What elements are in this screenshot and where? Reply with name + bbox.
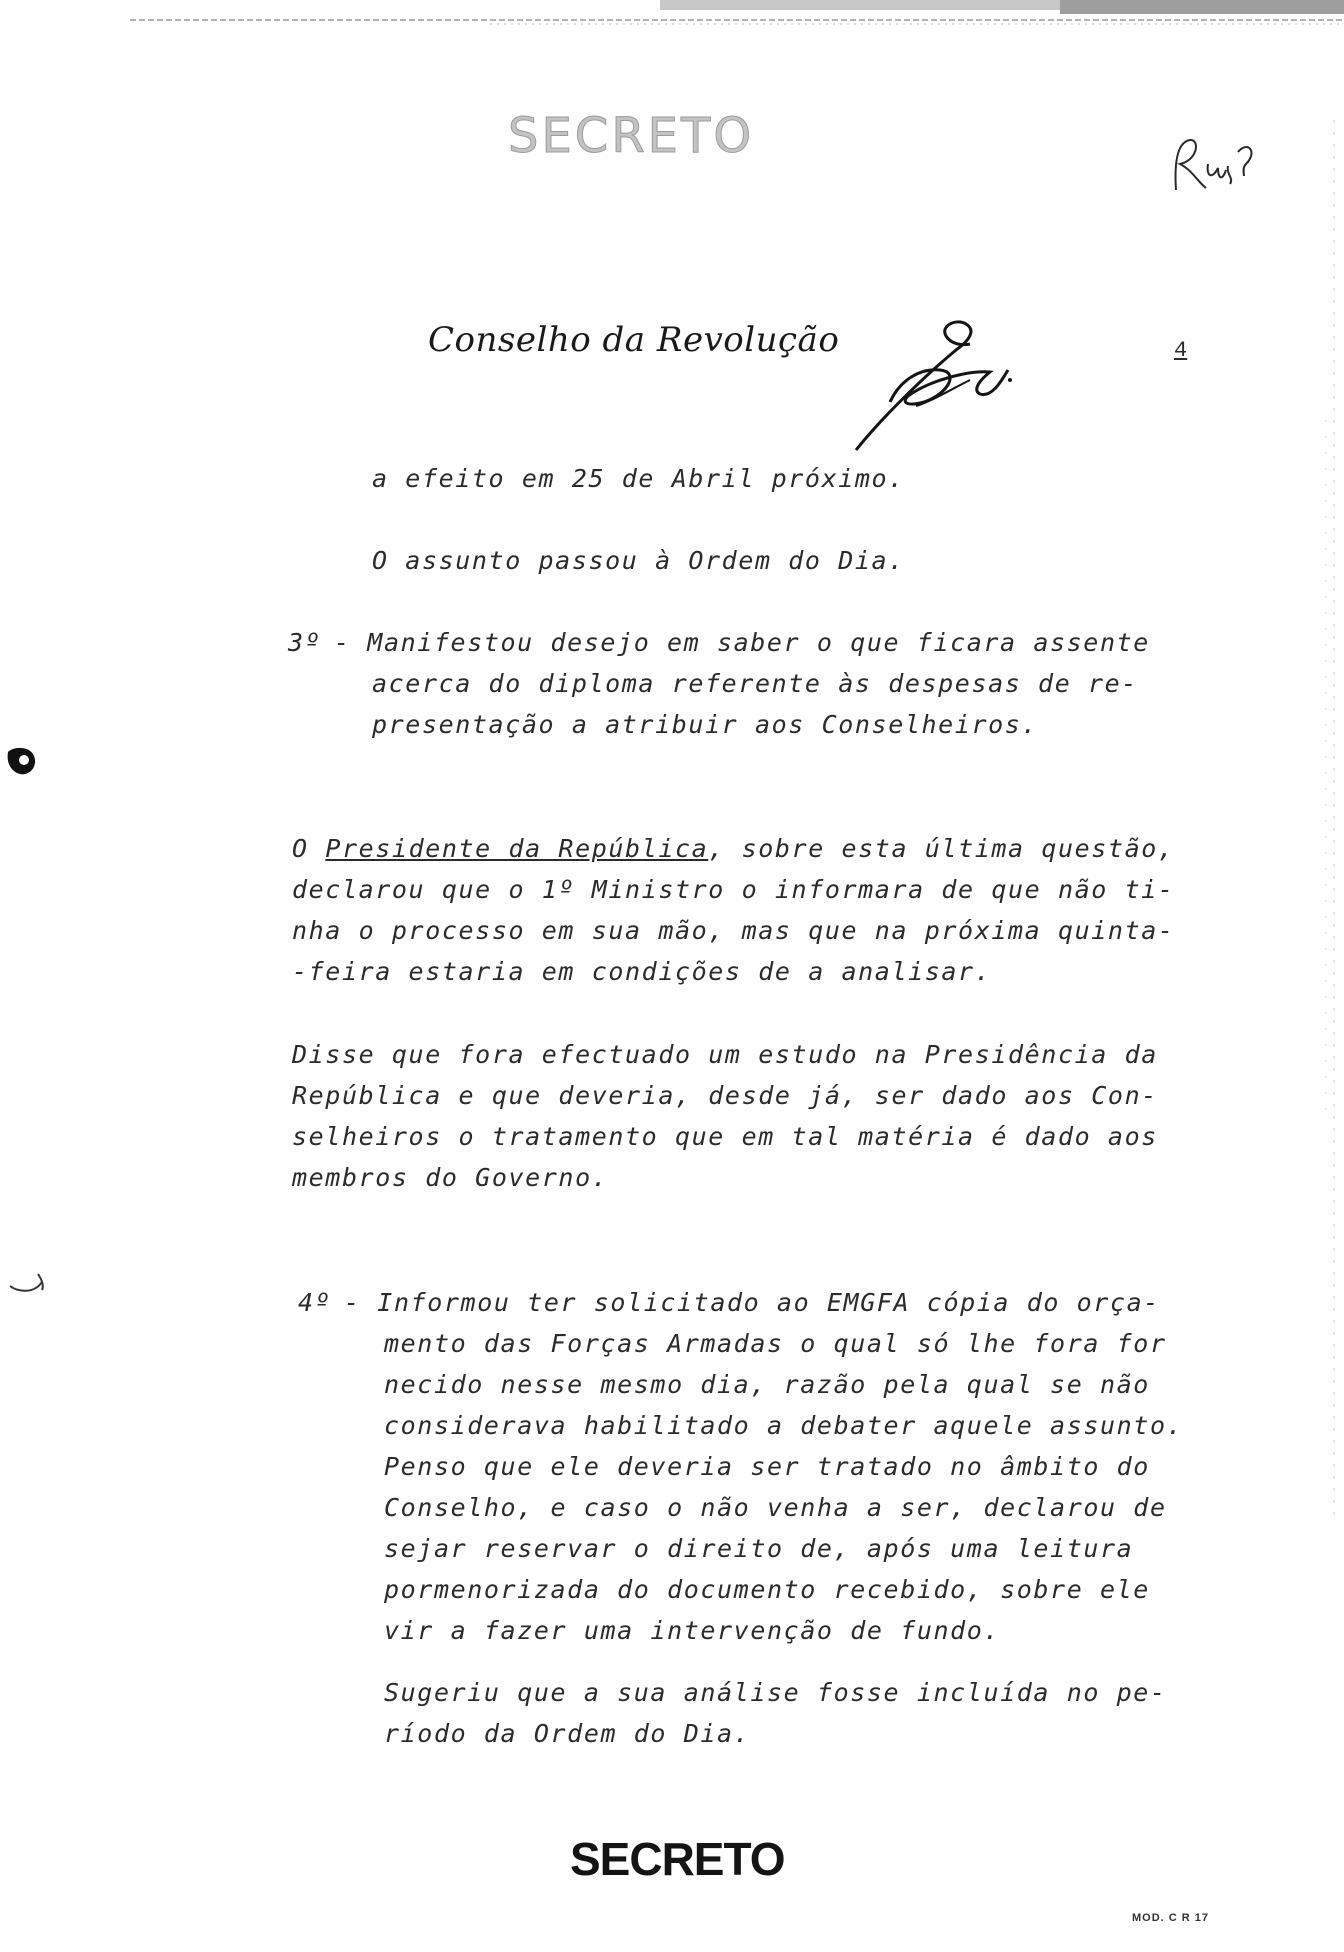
text-line: -feira estaria em condições de a analisar.	[292, 957, 992, 986]
signature-image	[820, 310, 1020, 460]
text-line: declarou que o 1º Ministro o informara de que não ti-	[292, 875, 1175, 904]
item-number: 3º	[288, 628, 322, 657]
text-line: necido nesse mesmo dia, razão pela qual se não	[384, 1370, 1150, 1399]
text-line: membros do Governo.	[292, 1163, 609, 1192]
text-line: Sugeriu que a sua análise fosse incluída no pe-	[384, 1678, 1167, 1707]
punch-hole-mark	[8, 1272, 48, 1296]
text-line: - Manifestou desejo em saber o que ficara assente	[334, 628, 1150, 657]
form-code: MOD. C R 17	[1132, 1912, 1210, 1924]
text-line	[292, 828, 1175, 869]
text-line: vir a fazer uma intervenção de fundo.	[384, 1616, 1001, 1645]
text-line: selheiros o tratamento que em tal matéria é dado aos	[292, 1122, 1158, 1151]
page-number: 4	[1174, 338, 1188, 363]
suggest-paragraph	[384, 1672, 1167, 1754]
president-paragraph	[292, 828, 1175, 992]
text-line: nha o processo em sua mão, mas que na próxima quinta-	[292, 916, 1175, 945]
text-line: República e que deveria, desde já, ser dado aos Con-	[292, 1081, 1158, 1110]
text-line: a efeito em 25 de Abril próximo.	[372, 464, 905, 493]
classification-stamp-top: SECRETO	[508, 108, 755, 164]
text-line: Penso que ele deveria ser tratado no âmbito do	[384, 1452, 1150, 1481]
item-4-text	[344, 1282, 1183, 1651]
text-line: considerava habilitado a debater aquele assunto.	[384, 1411, 1184, 1440]
text-line: pormenorizada do documento recebido, sobre ele	[384, 1575, 1150, 1604]
scan-edge-artifact	[0, 0, 1344, 26]
text-line: ríodo da Ordem do Dia.	[384, 1719, 751, 1748]
text-line: Conselho, e caso o não venha a ser, declarou de	[384, 1493, 1167, 1522]
letterhead-title: Conselho da Revolução	[428, 320, 840, 360]
scan-edge-noise	[1304, 120, 1344, 1520]
item-number: 4º	[298, 1288, 332, 1317]
president-name-underlined: Presidente da República	[325, 834, 709, 863]
text-line: sejar reservar o direito de, após uma leitura	[384, 1534, 1134, 1563]
text-fragment: , sobre esta última questão,	[708, 834, 1175, 863]
study-paragraph	[292, 1034, 1158, 1198]
text-fragment: O	[292, 834, 326, 863]
item-3-text	[334, 622, 1150, 745]
text-line: O assunto passou à Ordem do Dia.	[372, 546, 905, 575]
text-line: acerca do diploma referente às despesas de re-	[372, 669, 1138, 698]
punch-hole-mark	[4, 744, 38, 778]
text-line: - Informou ter solicitado ao EMGFA cópia do orça-	[344, 1288, 1160, 1317]
text-line: mento das Forças Armadas o qual só lhe fora for	[384, 1329, 1167, 1358]
text-line: Disse que fora efectuado um estudo na Presidência da	[292, 1040, 1158, 1069]
text-line: presentação a atribuir aos Conselheiros.	[372, 710, 1039, 739]
handwritten-note-image	[1168, 130, 1258, 210]
classification-stamp-bottom: SECRETO	[570, 1833, 785, 1885]
